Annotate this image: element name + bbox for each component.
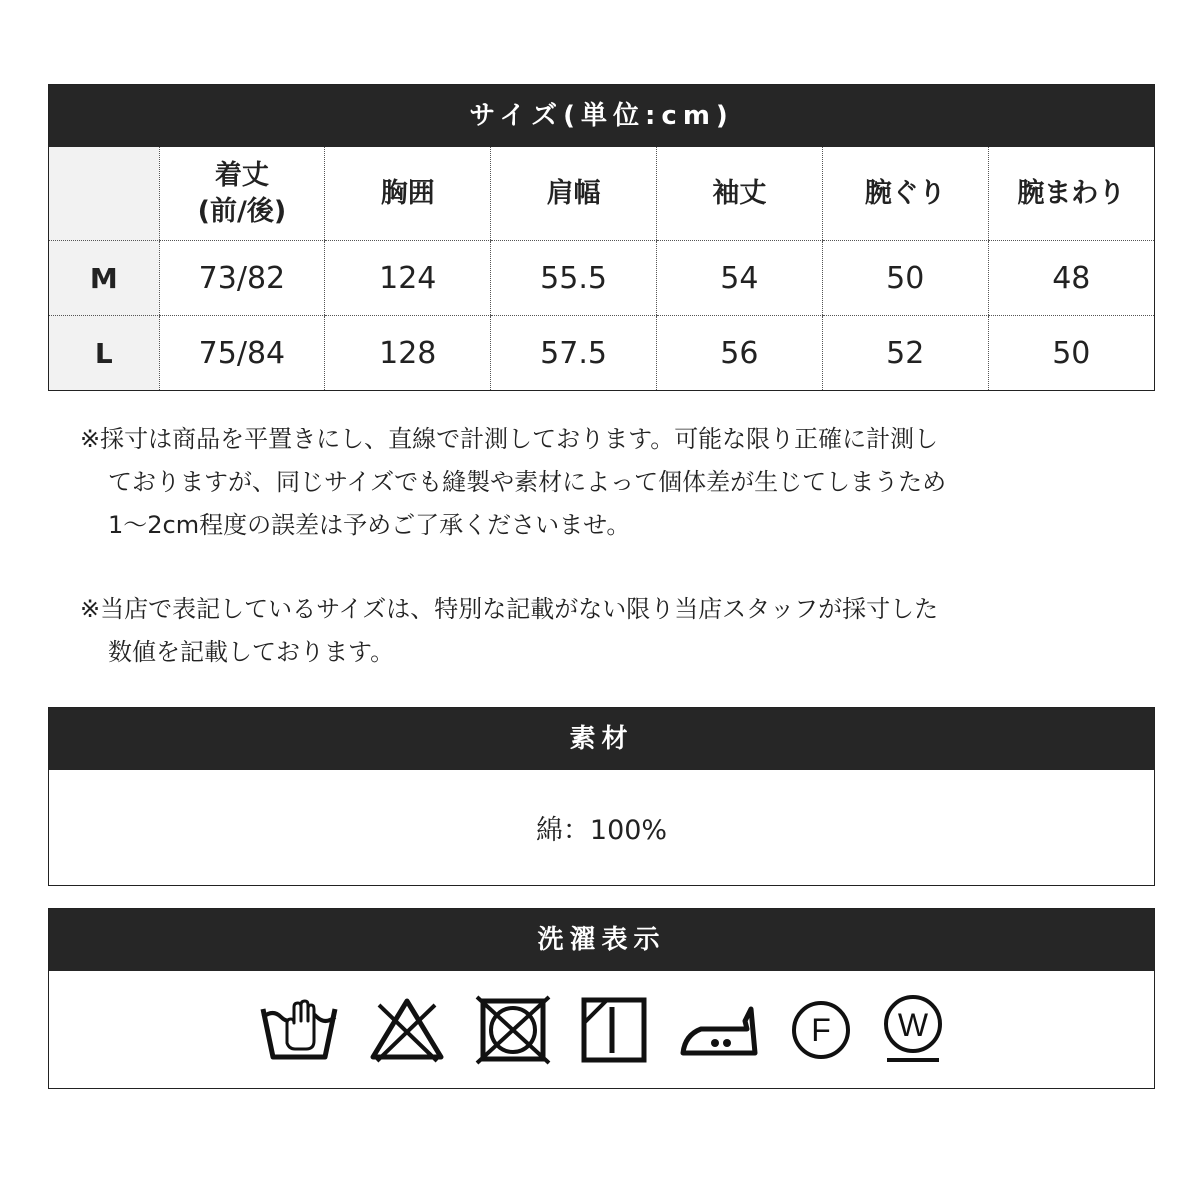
header-arm-circumference	[988, 147, 1154, 241]
note-line: 数値を記載しております。	[108, 638, 395, 666]
header-sleeve	[656, 147, 822, 241]
note-line: ておりますが、同じサイズでも縫製や素材によって個体差が生じてしまうため	[108, 468, 947, 496]
value-cell: 57.5	[491, 316, 657, 391]
value-cell: 73/82	[159, 241, 325, 316]
header-text-line: 腕ぐり	[864, 177, 946, 209]
header-chest	[325, 147, 491, 241]
header-length	[159, 147, 325, 241]
iron-low-temp-icon	[677, 995, 761, 1065]
note-line: 1～2cm程度の誤差は予めご了承くださいませ。	[108, 511, 631, 539]
header-text-line: 肩幅	[546, 177, 601, 209]
material-section	[48, 707, 1155, 886]
wet-clean-letter: W	[897, 1006, 928, 1043]
size-label-m: M	[49, 241, 159, 316]
material-value: 綿：100%	[535, 815, 668, 846]
dry-clean-f-icon	[789, 995, 853, 1065]
size-row-l	[49, 316, 1154, 391]
value-cell: 75/84	[159, 316, 325, 391]
value-cell: 56	[656, 316, 822, 391]
header-shoulder	[491, 147, 657, 241]
size-table	[49, 147, 1154, 390]
size-source-note	[80, 588, 1080, 674]
note-line: ※採寸は商品を平置きにし、直線で計測しております。可能な限り正確に計測し	[80, 425, 939, 453]
value-cell: 48	[988, 241, 1154, 316]
value-cell: 128	[325, 316, 491, 391]
size-table-section	[48, 84, 1155, 391]
value-cell: 124	[325, 241, 491, 316]
note-line: ※当店で表記しているサイズは、特別な記載がない限り当店スタッフが採寸した	[80, 595, 939, 623]
measurement-note	[80, 418, 1080, 547]
header-text-line: 腕まわり	[1017, 177, 1126, 209]
header-corner-cell	[49, 147, 159, 241]
header-text-line: 着丈	[214, 159, 269, 191]
value-cell: 54	[656, 241, 822, 316]
header-text-line: 袖丈	[712, 177, 767, 209]
size-header-row	[49, 147, 1154, 241]
care-title: 洗濯表示	[49, 909, 1154, 971]
no-tumble-dry-icon	[475, 995, 551, 1065]
value-cell: 52	[822, 316, 988, 391]
dry-clean-letter: F	[810, 1011, 831, 1048]
care-section	[48, 908, 1155, 1089]
header-armhole	[822, 147, 988, 241]
care-symbols	[49, 971, 1154, 1088]
header-text-line: 胸囲	[380, 177, 435, 209]
hand-wash-icon	[259, 995, 339, 1065]
size-label-l: L	[49, 316, 159, 391]
value-cell: 50	[822, 241, 988, 316]
line-dry-icon	[579, 995, 649, 1065]
no-bleach-icon	[367, 995, 447, 1065]
wet-clean-w-icon	[881, 992, 945, 1068]
size-row-m	[49, 241, 1154, 316]
header-text-line: (前/後)	[197, 195, 287, 227]
value-cell: 55.5	[491, 241, 657, 316]
size-table-title: サイズ(単位:cm)	[49, 85, 1154, 147]
value-cell: 50	[988, 316, 1154, 391]
material-title: 素材	[49, 708, 1154, 770]
